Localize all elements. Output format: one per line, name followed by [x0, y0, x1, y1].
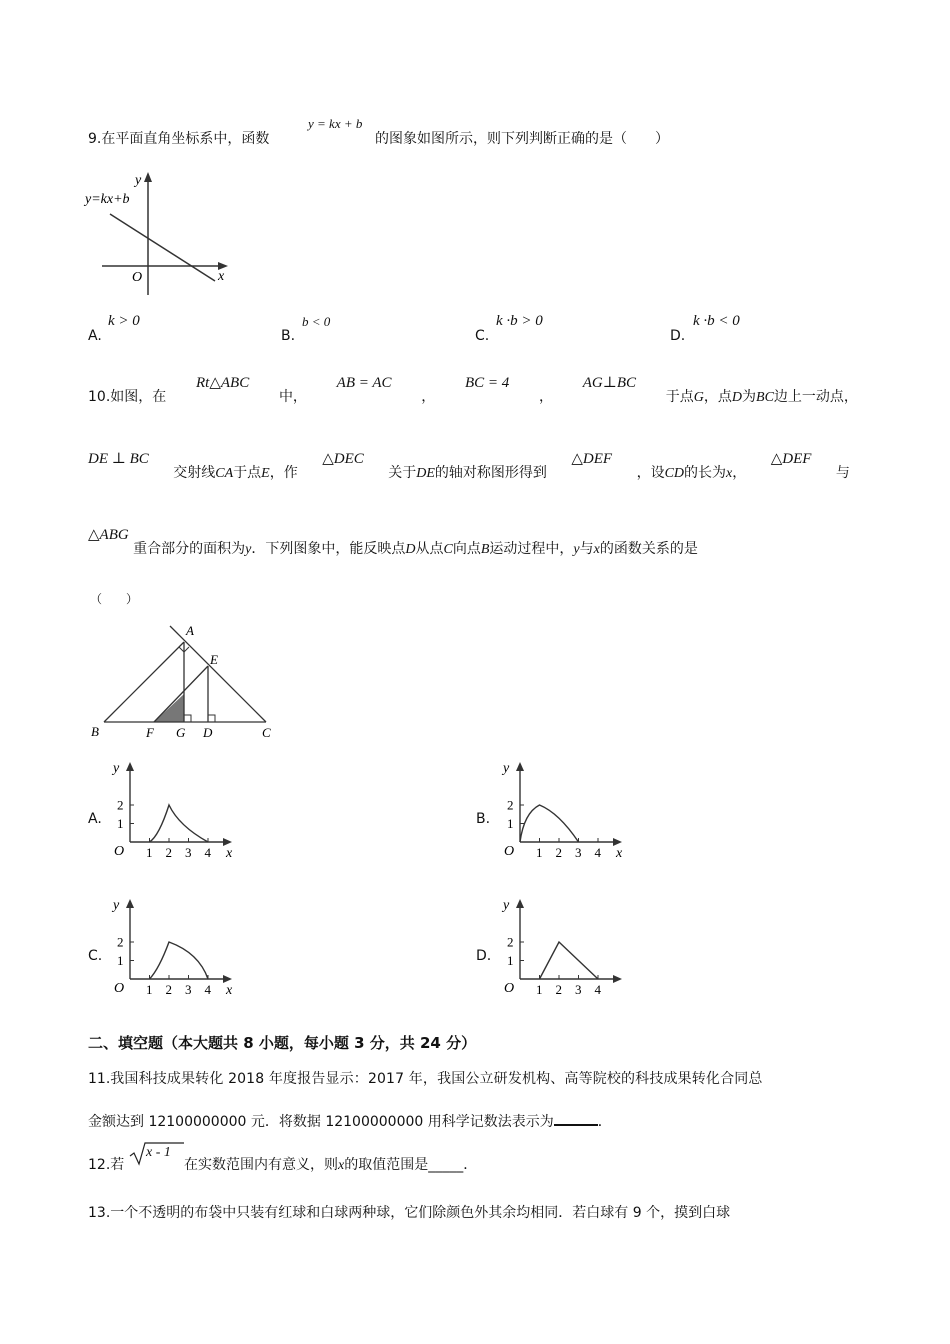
q10-option-b-graph[interactable] [494, 758, 644, 866]
q10-option-a-label[interactable]: A. [88, 811, 102, 827]
q10-l2-m10: △DEF [571, 451, 613, 467]
q10-paren: （ ） [90, 592, 139, 606]
q10-line1 [88, 375, 858, 407]
q11-answer-blank[interactable] [554, 1110, 598, 1126]
q10-l3-v6: C [443, 542, 453, 557]
q9-option-a-math: k > 0 [108, 313, 140, 329]
q11-line1 [88, 1070, 763, 1088]
q10-fig-label-e: E [210, 652, 218, 667]
q10-triangle-figure [84, 620, 284, 744]
x-tick-label: 2 [165, 845, 172, 860]
q10-option-b-label[interactable]: B. [476, 811, 491, 827]
q9-origin-label: O [132, 270, 143, 285]
y-tick-label: 1 [507, 953, 514, 968]
x-tick-label: 1 [146, 982, 153, 997]
q10-l3-t3: ．下列图象中，能反映点 [251, 541, 406, 557]
q10-l2-m16: △DEF [770, 451, 812, 467]
q10-l3-t7: 向点 [452, 541, 481, 557]
q10-fig-label-g: G [176, 725, 186, 740]
q10-option-b-curve [520, 805, 579, 842]
q12-var: x [338, 1158, 345, 1173]
q10-option-c-origin: O [114, 981, 125, 996]
q11-number: 11. [88, 1071, 111, 1087]
q10-l2-t15: ， [732, 465, 747, 481]
q9-option-a-label[interactable]: A. [88, 328, 102, 344]
q11-end: ． [597, 1114, 612, 1130]
q10-l1-t12: 为 [742, 389, 757, 405]
y-tick-label: 2 [507, 934, 514, 950]
q10-line3 [88, 527, 698, 559]
q12-text-a: 若 [110, 1157, 125, 1173]
q9-option-b-label[interactable]: B. [281, 328, 296, 344]
q10-l1-m5: BC = 4 [464, 375, 510, 391]
q10-fig-label-f: F [146, 725, 154, 740]
q10-l3-m0: △ABG [88, 527, 129, 543]
q13-line1 [88, 1204, 730, 1222]
q10-l2-m6: △DEC [322, 451, 364, 467]
q12-text-b: 在实数范围内有意义，则 [184, 1157, 338, 1173]
q10-l1-v11: D [731, 390, 743, 405]
q9-text-b: 的图象如图所示，则下列判断正确的是（ ） [375, 131, 669, 147]
q10-option-d-y-label: y [503, 898, 510, 913]
q9-figure [82, 170, 242, 298]
q10-option-b-origin: O [504, 844, 515, 859]
q10-l3-v8: B [480, 542, 490, 557]
q10-fig-label-b: B [91, 724, 99, 739]
q10-l3-t13: 的函数关系的是 [599, 541, 698, 557]
section-2-title: 二、填空题（本大题共 8 小题，每小题 3 分，共 24 分） [88, 1034, 477, 1052]
q12-number: 12. [88, 1157, 111, 1173]
q9-y-label: y [135, 173, 142, 188]
x-tick-label: 4 [594, 982, 601, 997]
q11-text-1: 我国科技成果转化 2018 年度报告显示：2017 年，我国公立研发机构、高等院校的科技成果转化合同总 [110, 1071, 763, 1087]
q9-number: 9. [88, 131, 102, 147]
q12-radicand: x - 1 [146, 1145, 171, 1160]
x-tick-label: 3 [185, 845, 192, 860]
q10-option-a-origin: O [114, 844, 125, 859]
q10-option-c-y-label: y [113, 898, 120, 913]
q10-l3-t9: 运动过程中， [489, 541, 574, 557]
x-tick-label: 2 [165, 982, 172, 997]
q10-l1-t10: ，点 [703, 389, 732, 405]
q10-option-c-graph[interactable] [104, 895, 254, 1003]
q9-line-label: y=kx+b [85, 192, 130, 207]
q9-formula: y = kx + b [308, 116, 363, 131]
q10-fig-label-a: A [186, 623, 194, 638]
x-tick-label: 3 [185, 982, 192, 997]
q10-l1-t14: 边上一动点， [773, 389, 858, 405]
q10-option-b-y-label: y [503, 761, 510, 776]
x-tick-label: 2 [555, 845, 562, 860]
q10-l2-v2: CA [215, 466, 234, 481]
x-tick-label: 4 [204, 982, 211, 997]
q11-line2 [88, 1110, 612, 1131]
x-tick-label: 3 [575, 845, 582, 860]
q9-option-c-math: k ·b > 0 [496, 313, 543, 329]
q12-answer-blank[interactable]: _____ [428, 1157, 464, 1173]
x-tick-label: 4 [204, 845, 211, 860]
q10-l1-m3: AB = AC [336, 375, 392, 391]
q10-l2-t1: 交射线 [173, 465, 216, 481]
q10-l2-t13: 的长为 [684, 465, 727, 481]
x-tick-label: 3 [575, 982, 582, 997]
q10-l2-t7: 关于 [388, 465, 417, 481]
q10-l3-t11: 与 [579, 541, 594, 557]
q12-line-rest [184, 1156, 477, 1175]
q10-option-d-graph[interactable] [494, 895, 644, 1003]
q10-l2-v8: DE [416, 466, 435, 481]
y-tick-label: 1 [117, 816, 124, 831]
q10-l2-v14: x [726, 466, 733, 481]
q10-l2-m0: DE ⊥ BC [88, 451, 149, 467]
q10-l1-t4: ， [421, 389, 436, 405]
q10-l3-t1: 重合部分的面积为 [133, 541, 246, 557]
q10-l1-t2: 中， [278, 389, 307, 405]
q9-stem [88, 130, 269, 148]
q10-l1-t8: 于点 [665, 389, 694, 405]
q10-option-a-x-label: x [226, 846, 233, 861]
y-tick-label: 2 [507, 797, 514, 813]
q10-l3-v12: x [593, 542, 600, 557]
q9-option-d-math: k ·b < 0 [693, 313, 740, 329]
q10-option-c-x-label: x [226, 983, 233, 998]
q10-option-d-origin: O [504, 981, 515, 996]
q10-option-d-label[interactable]: D. [476, 948, 492, 964]
q10-l1-v9: G [693, 390, 704, 405]
q12-end: ． [463, 1157, 478, 1173]
q10-l1-t6: ， [539, 389, 554, 405]
q13-text-1: 一个不透明的布袋中只装有红球和白球两种球，它们除颜色外其余均相同．若白球有 9 个，摸到白球 [110, 1205, 731, 1221]
q10-option-d-curve [540, 942, 599, 979]
q10-l2-v12: CD [664, 466, 685, 481]
q10-fig-label-c: C [262, 725, 271, 740]
q10-l3-v10: y [573, 542, 580, 557]
q10-l3-t5: 从点 [415, 541, 444, 557]
q10-option-a-graph[interactable] [104, 758, 254, 866]
q13-number: 13. [88, 1205, 111, 1221]
q10-option-a-y-label: y [113, 761, 120, 776]
q10-option-b-x-label: x [616, 846, 623, 861]
q9-option-c-label[interactable]: C. [475, 328, 490, 344]
y-tick-label: 2 [117, 797, 124, 813]
q9-option-d-label[interactable]: D. [670, 328, 686, 344]
y-tick-label: 1 [117, 953, 124, 968]
q10-l2-t17: 与 [835, 465, 850, 481]
y-tick-label: 1 [507, 816, 514, 831]
q10-l1-m7: AG⊥BC [582, 375, 637, 391]
x-tick-label: 2 [555, 982, 562, 997]
q10-l2-t5: ，作 [269, 465, 298, 481]
q10-l3-v2: y [245, 542, 252, 557]
q10-option-c-label[interactable]: C. [88, 948, 103, 964]
q9-option-b-math: b < 0 [302, 314, 331, 329]
q10-l1-t0: 如图，在 [110, 389, 167, 405]
x-tick-label: 1 [536, 982, 543, 997]
q12-line [88, 1156, 124, 1174]
q10-number: 10. [88, 389, 111, 405]
q9-x-label: x [218, 269, 225, 284]
q10-l3-v4: D [405, 542, 416, 557]
q10-l1-v13: BC [756, 390, 774, 405]
q10-l1-m1: Rt△ABC [196, 375, 250, 391]
q10-l2-t11: ，设 [636, 465, 665, 481]
q12-text-c: 的取值范围是 [344, 1157, 429, 1173]
q10-option-c-curve [150, 942, 209, 979]
q10-fig-label-d: D [203, 725, 213, 740]
q9-text-a: 在平面直角坐标系中，函数 [101, 131, 270, 147]
x-tick-label: 1 [536, 845, 543, 860]
q10-l2-v4: E [261, 466, 270, 481]
q10-l2-t3: 于点 [233, 465, 262, 481]
x-tick-label: 1 [146, 845, 153, 860]
q10-l2-t9: 的轴对称图形得到 [434, 465, 547, 481]
q11-text-2: 金额达到 12100000000 元．将数据 12100000000 用科学记数法表示为 [88, 1114, 554, 1130]
q10-option-a-curve [150, 805, 209, 842]
q10-line2 [88, 451, 850, 483]
y-tick-label: 2 [117, 934, 124, 950]
x-tick-label: 4 [594, 845, 601, 860]
